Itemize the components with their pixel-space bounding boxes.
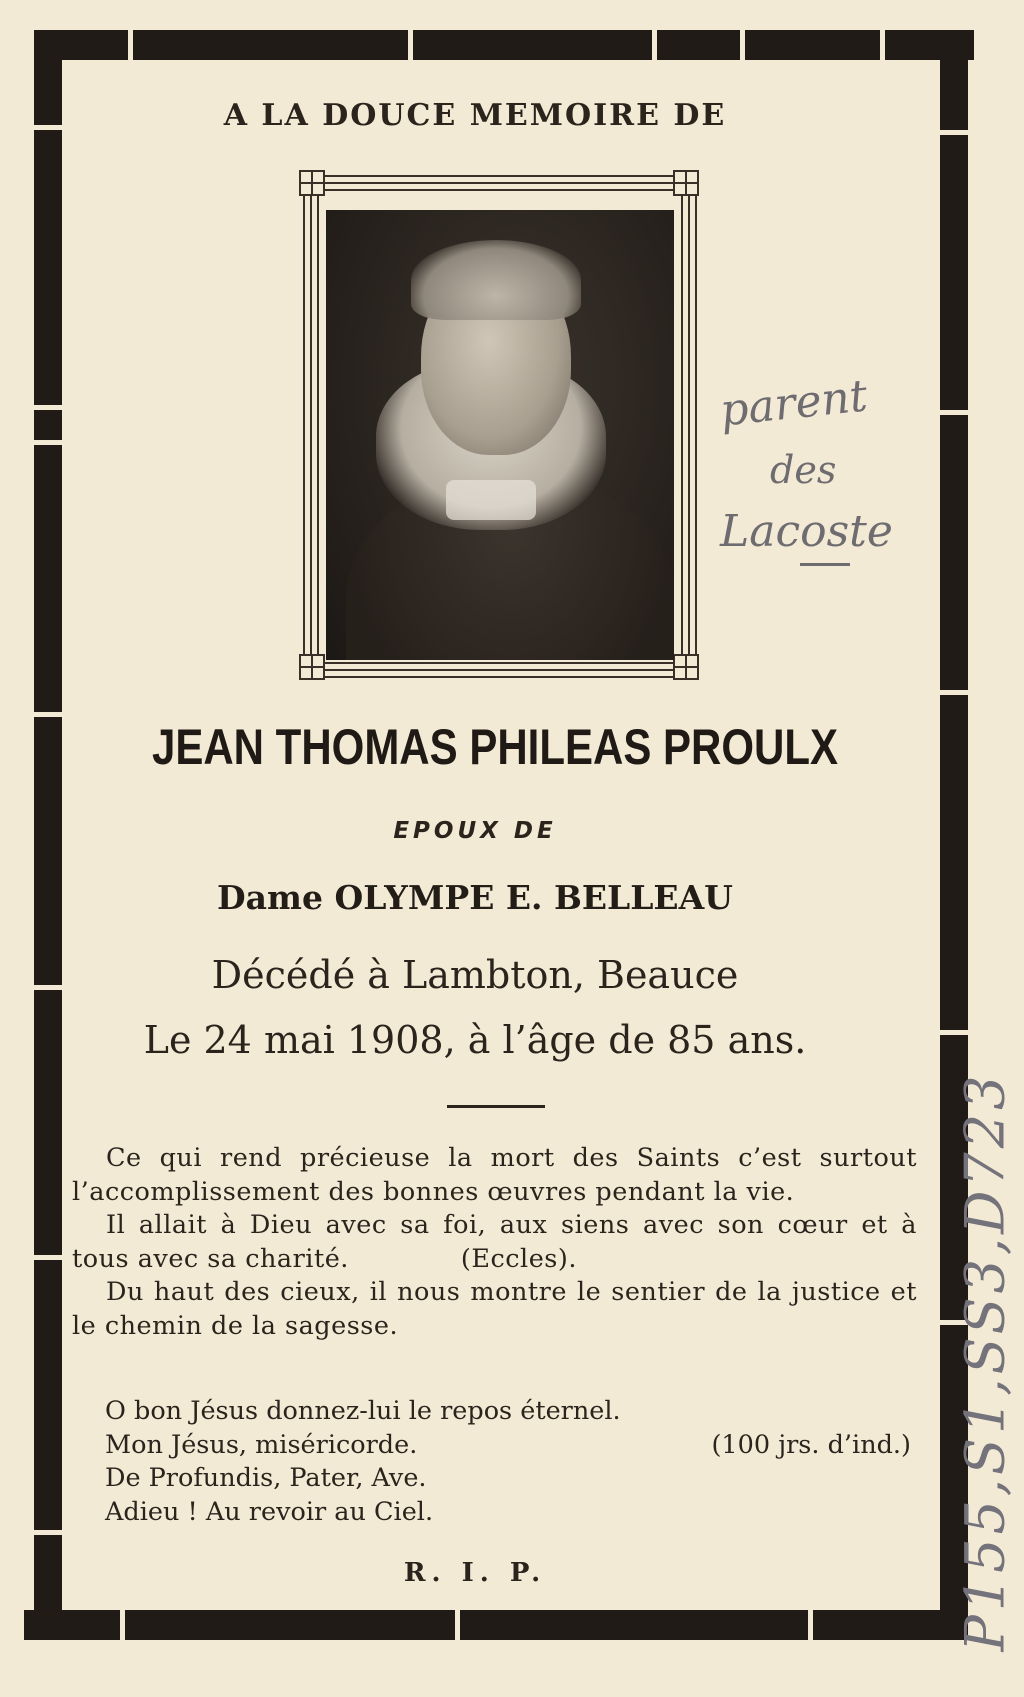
border-gap	[34, 985, 62, 990]
frame-corner-ornament	[673, 654, 699, 680]
border-gap	[34, 125, 62, 130]
border-bottom	[24, 1610, 964, 1640]
handwritten-archive-number: P155,S1,SS3,D723	[953, 1071, 1017, 1652]
frame-corner-ornament	[673, 170, 699, 196]
card-header: A LA DOUCE MEMOIRE DE	[223, 98, 727, 133]
death-date: Le 24 mai 1908, à l’âge de 85 ans.	[143, 1018, 807, 1062]
paragraph-heaven: Du haut des cieux, il nous montre le sentier de la justice et le chemin de la sagesse.	[72, 1277, 917, 1341]
prayer-line: Mon Jésus, miséricorde. (100 jrs. d’ind.)	[105, 1429, 911, 1463]
border-gap	[880, 30, 885, 60]
border-gap	[455, 1610, 460, 1640]
paragraph-faith: Il allait à Dieu avec sa foi, aux siens avec son cœur et à tous avec sa charité. (Eccles).	[72, 1210, 917, 1274]
handwritten-note: parent des Lacoste	[712, 378, 922, 618]
border-left	[34, 30, 62, 1640]
deceased-name: JEAN THOMAS PHILEAS PROULX	[151, 719, 839, 775]
border-gap	[120, 1610, 125, 1640]
border-gap	[34, 405, 62, 410]
memorial-text	[72, 1142, 917, 1343]
border-gap	[34, 1255, 62, 1260]
rip: R. I. P.	[403, 1558, 547, 1588]
paragraph-saints: Ce qui rend précieuse la mort des Saints c’est surtout l’accomplissement des bonnes œuvres pendant la vie.	[72, 1143, 917, 1207]
indulgence-note: (100 jrs. d’ind.)	[711, 1429, 911, 1460]
frame-corner-ornament	[299, 170, 325, 196]
paragraph-source: (Eccles).	[460, 1243, 577, 1274]
border-gap	[34, 440, 62, 445]
border-gap	[652, 30, 657, 60]
border-gap	[408, 30, 413, 60]
frame-corner-ornament	[299, 654, 325, 680]
portrait-photo	[326, 210, 674, 660]
prayer-line: O bon Jésus donnez-lui le repos éternel.	[105, 1396, 621, 1426]
divider	[447, 1105, 545, 1108]
border-gap	[34, 1530, 62, 1535]
death-place: Décédé à Lambton, Beauce	[211, 953, 739, 997]
prayers	[105, 1395, 911, 1529]
prayer-line: De Profundis, Pater, Ave.	[105, 1463, 427, 1493]
border-gap	[740, 30, 745, 60]
spouse-label: EPOUX DE	[393, 818, 557, 844]
border-gap	[940, 130, 968, 135]
border-top	[34, 30, 974, 60]
border-gap	[940, 690, 968, 695]
border-gap	[808, 1610, 813, 1640]
border-gap	[34, 712, 62, 717]
border-gap	[128, 30, 133, 60]
spouse-name: Dame OLYMPE E. BELLEAU	[217, 878, 733, 917]
border-gap	[940, 410, 968, 415]
prayer-line: Adieu ! Au revoir au Ciel.	[105, 1496, 434, 1527]
